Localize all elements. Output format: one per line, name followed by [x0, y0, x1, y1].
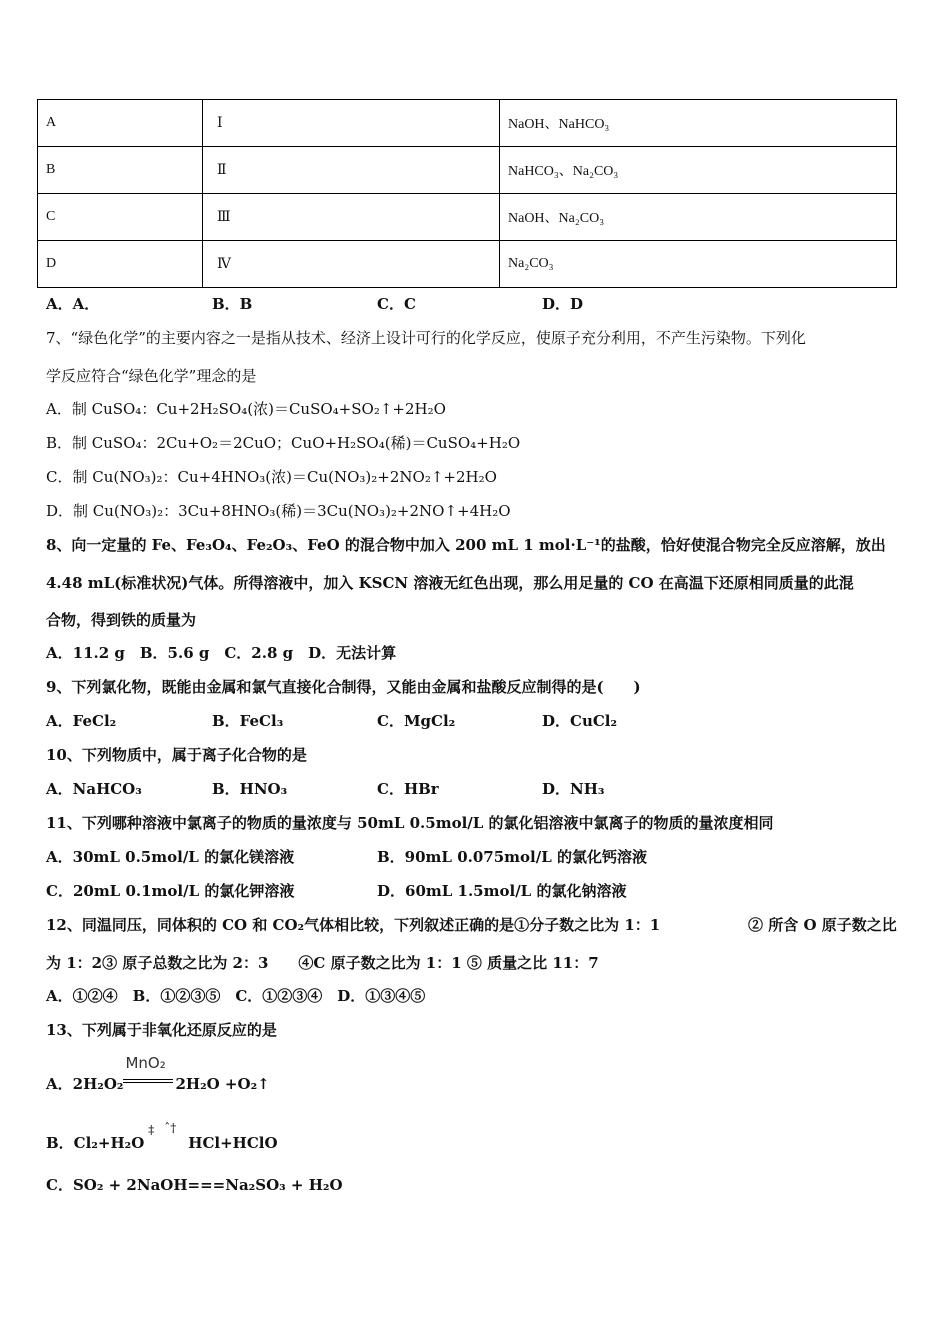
- q9-choices: [0, 711, 950, 731]
- q11-choices-row2: [0, 881, 950, 901]
- q12-stem-line1: [0, 915, 950, 935]
- q12-stem-line2: 为 1：2③ 原子总数之比为 2：3 ④C 原子数之比为 1：1 ⑤ 质量之比 11：7: [46, 954, 599, 972]
- table-cell-stage: Ⅲ: [203, 194, 500, 241]
- table-row: [38, 100, 897, 147]
- reversible-arrow-icon: [144, 1121, 188, 1148]
- q10-stem: 10、下列物质中，属于离子化合物的是: [46, 746, 307, 764]
- q13-a-reactant: A．2H₂O₂: [46, 1075, 124, 1093]
- table-cell-substances: Na₂CO₃: [500, 241, 897, 288]
- q6-choice-d[interactable]: D．D: [542, 295, 584, 313]
- q7-option-a[interactable]: A．制 CuSO₄：Cu+2H₂SO₄(浓)＝CuSO₄+SO₂↑+2H₂O: [46, 400, 446, 418]
- q11-stem: 11、下列哪种溶液中氯离子的物质的量浓度与 50mL 0.5mol/L 的氯化铝溶液中氯离子的物质的量浓度相同: [46, 814, 774, 832]
- q8-options[interactable]: A．11.2 g B．5.6 g C．2.8 g D．无法计算: [46, 644, 397, 662]
- q11-choice-c[interactable]: C．20mL 0.1mol/L 的氯化钾溶液: [46, 882, 295, 900]
- q13-stem: 13、下列属于非氧化还原反应的是: [46, 1021, 277, 1039]
- q10-choice-d[interactable]: D．NH₃: [542, 780, 605, 798]
- table-cell-substances: NaHCO₃、Na₂CO₃: [500, 147, 897, 194]
- q7-option-c[interactable]: C．制 Cu(NO₃)₂：Cu+4HNO₃(浓)＝Cu(NO₃)₂+2NO₂↑+2H₂O: [46, 468, 497, 486]
- table-cell-option: B: [38, 147, 203, 194]
- q10-choices: [0, 779, 950, 799]
- q9-choice-a[interactable]: A．FeCl₂: [46, 712, 117, 730]
- q12-options[interactable]: A．①②④ B．①②③⑤ C．①②③④ D．①③④⑤: [46, 987, 426, 1005]
- q8-stem-line2: 4.48 mL(标准状况)气体。所得溶液中，加入 KSCN 溶液无红色出现，那么用足量的 CO 在高温下还原相同质量的此混: [46, 574, 854, 592]
- table-cell-option: D: [38, 241, 203, 288]
- q12-stem-line1-a: 12、同温同压，同体积的 CO 和 CO₂气体相比较，下列叙述正确的是①分子数之比为 1：1: [46, 916, 661, 934]
- q6-choice-c[interactable]: C．C: [377, 295, 416, 313]
- q7-option-d[interactable]: D．制 Cu(NO₃)₂：3Cu+8HNO₃(稀)＝3Cu(NO₃)₂+2NO↑+4H₂O: [46, 502, 511, 520]
- table-cell-option: A: [38, 100, 203, 147]
- q9-choice-b[interactable]: B．FeCl₃: [212, 712, 284, 730]
- q8-stem-line1: 8、向一定量的 Fe、Fe₃O₄、Fe₂O₃、FeO 的混合物中加入 200 mL 1 mol·L⁻¹的盐酸，恰好使混合物完全反应溶解，放出: [46, 536, 886, 554]
- equals-line-top: [123, 1079, 173, 1080]
- q9-stem: 9、下列氯化物，既能由金属和氯气直接化合制得，又能由金属和盐酸反应制得的是( ): [46, 678, 641, 696]
- q11-choices-row1: [0, 847, 950, 867]
- q13-option-c[interactable]: C．SO₂ + 2NaOH===Na₂SO₃ + H₂O: [46, 1176, 343, 1194]
- q10-choice-b[interactable]: B．HNO₃: [212, 780, 288, 798]
- q13-option-b[interactable]: [46, 1121, 278, 1153]
- q13-b-reactant: B．Cl₂+H₂O: [46, 1134, 145, 1152]
- q13-option-a[interactable]: [46, 1054, 270, 1094]
- q9-choice-c[interactable]: C．MgCl₂: [377, 712, 456, 730]
- table-row: [38, 194, 897, 241]
- table-row: [38, 147, 897, 194]
- q6-choice-b[interactable]: B．B: [212, 295, 253, 313]
- q10-choice-c[interactable]: C．HBr: [377, 780, 439, 798]
- table-row: [38, 241, 897, 288]
- reversible-arrow-glyph-right: ˆ†: [164, 1121, 177, 1135]
- q7-option-b[interactable]: B．制 CuSO₄：2Cu+O₂＝2CuO；CuO+H₂SO₄(稀)＝CuSO₄+H₂O: [46, 434, 521, 452]
- q6-choice-a[interactable]: A．A．: [46, 295, 100, 313]
- q11-choice-a[interactable]: A．30mL 0.5mol/L 的氯化镁溶液: [46, 848, 295, 866]
- q13-b-product: HCl+HClO: [188, 1134, 278, 1152]
- q11-choice-d[interactable]: D．60mL 1.5mol/L 的氯化钠溶液: [377, 882, 627, 900]
- table-cell-option: C: [38, 194, 203, 241]
- q7-stem-line2: 学反应符合“绿色化学”理念的是: [46, 367, 257, 385]
- options-table: [37, 99, 897, 288]
- table-cell-stage: Ⅱ: [203, 147, 500, 194]
- q10-choice-a[interactable]: A．NaHCO₃: [46, 780, 142, 798]
- q7-stem-line1: 7、“绿色化学”的主要内容之一是指从技术、经济上设计可行的化学反应，使原子充分利用，不产生污染物。下列化: [46, 329, 806, 347]
- table-cell-substances: NaOH、Na₂CO₃: [500, 194, 897, 241]
- reversible-arrow-glyph-left: ‡: [148, 1123, 155, 1137]
- catalyst-label: MnO₂: [125, 1054, 166, 1072]
- table-cell-substances: NaOH、NaHCO₃: [500, 100, 897, 147]
- q6-choices: [0, 294, 950, 314]
- q12-stem-line1-b: ② 所含 O 原子数之比: [748, 916, 897, 934]
- equals-line-bottom: [123, 1082, 173, 1083]
- q11-choice-b[interactable]: B．90mL 0.075mol/L 的氯化钙溶液: [377, 848, 647, 866]
- q13-a-product: 2H₂O +O₂↑: [175, 1075, 270, 1093]
- catalyst-equals-sign: [123, 1054, 175, 1089]
- table-cell-stage: Ⅰ: [203, 100, 500, 147]
- q9-choice-d[interactable]: D．CuCl₂: [542, 712, 618, 730]
- q8-stem-line3: 合物，得到铁的质量为: [46, 611, 197, 629]
- table-cell-stage: Ⅳ: [203, 241, 500, 288]
